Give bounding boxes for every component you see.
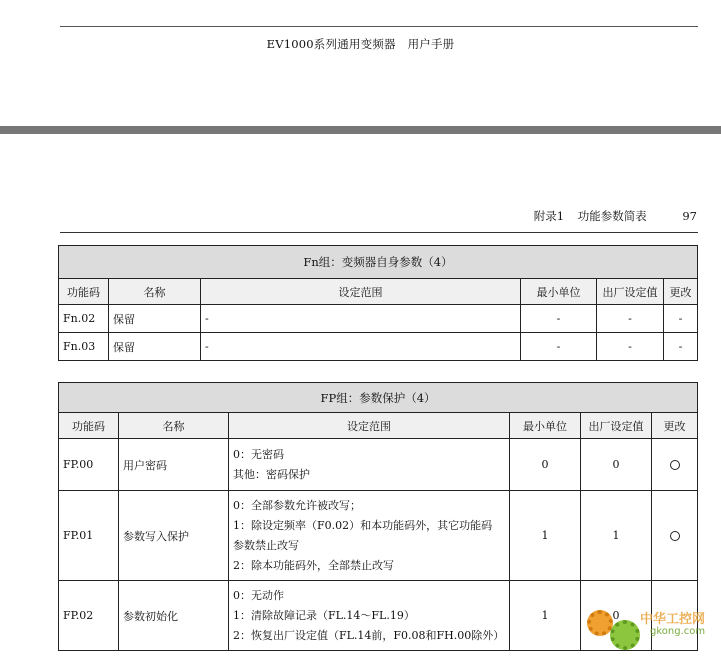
table-row <box>59 439 698 491</box>
header-rule <box>60 26 698 27</box>
cell-default: 0 <box>581 439 652 491</box>
page-separator-band <box>0 126 721 134</box>
cell-default: 0 <box>581 581 652 651</box>
cell-default: 1 <box>581 491 652 581</box>
cell-name: 参数写入保护 <box>119 491 229 581</box>
table-row <box>59 333 698 361</box>
circle-icon <box>670 460 680 470</box>
col-header-default: 出厂设定值 <box>597 279 664 305</box>
circle-icon <box>670 531 680 541</box>
col-header-name: 名称 <box>119 413 229 439</box>
section-label: 功能参数简表 <box>577 209 647 223</box>
cell-min-unit: 1 <box>510 581 581 651</box>
table-header-row <box>59 413 698 439</box>
table-title: FP组：参数保护（4） <box>59 383 698 413</box>
col-header-change: 更改 <box>664 279 698 305</box>
table-title: Fn组：变频器自身参数（4） <box>59 246 698 279</box>
cell-code: Fn.03 <box>59 333 109 361</box>
col-header-min-unit: 最小单位 <box>510 413 581 439</box>
cell-name: 保留 <box>109 305 201 333</box>
page-number: 97 <box>682 209 697 223</box>
cell-code: FP.02 <box>59 581 119 651</box>
document-header <box>0 36 721 52</box>
range-line: 2：除本功能码外，全部禁止改写 <box>233 558 394 572</box>
cell-code: Fn.02 <box>59 305 109 333</box>
watermark-url: gkong.com <box>650 626 706 637</box>
gear-icon <box>587 610 613 636</box>
appendix-label: 附录1 <box>533 209 565 223</box>
col-header-min-unit: 最小单位 <box>521 279 597 305</box>
watermark-logo <box>584 602 714 656</box>
range-line: 1：除设定频率（F0.02）和本功能码外，其它功能码 <box>233 518 493 532</box>
range-line: 1：清除故障记录（FL.14～FL.19） <box>233 608 415 622</box>
cell-default: - <box>597 305 664 333</box>
range-line: 其他：密码保护 <box>233 467 310 481</box>
cell-min-unit: - <box>521 305 597 333</box>
col-header-change: 更改 <box>652 413 698 439</box>
cell-change: - <box>664 333 698 361</box>
cell-range <box>229 581 510 651</box>
range-line: 参数禁止改写 <box>233 538 299 552</box>
cell-min-unit: - <box>521 333 597 361</box>
page-meta <box>524 208 697 224</box>
range-line: 0：无密码 <box>233 447 284 461</box>
cell-change: - <box>664 305 698 333</box>
cell-change <box>652 491 698 581</box>
document-subtitle: 用户手册 <box>407 37 455 51</box>
cell-range <box>229 439 510 491</box>
watermark-brand: 中华工控网 <box>640 612 706 627</box>
col-header-range: 设定范围 <box>201 279 521 305</box>
col-header-range: 设定范围 <box>229 413 510 439</box>
cell-range <box>229 491 510 581</box>
cell-code: FP.01 <box>59 491 119 581</box>
cell-change <box>652 439 698 491</box>
range-line: 0：无动作 <box>233 588 284 602</box>
cell-range: - <box>201 333 521 361</box>
range-line: 2：恢复出厂设定值（FL.14前，F0.08和FH.00除外） <box>233 628 505 642</box>
cell-name: 保留 <box>109 333 201 361</box>
table-row <box>59 305 698 333</box>
cell-min-unit: 1 <box>510 491 581 581</box>
gear-icon <box>610 620 640 650</box>
meta-rule <box>60 232 698 233</box>
cell-name: 参数初始化 <box>119 581 229 651</box>
document-title: EV1000系列通用变频器 <box>266 37 396 51</box>
table-row <box>59 491 698 581</box>
fn-parameter-table <box>58 245 698 361</box>
col-header-code: 功能码 <box>59 413 119 439</box>
col-header-code: 功能码 <box>59 279 109 305</box>
cell-min-unit: 0 <box>510 439 581 491</box>
cell-range: - <box>201 305 521 333</box>
table-header-row <box>59 279 698 305</box>
range-line: 0：全部参数允许被改写； <box>233 498 361 512</box>
col-header-name: 名称 <box>109 279 201 305</box>
cell-code: FP.00 <box>59 439 119 491</box>
cell-default: - <box>597 333 664 361</box>
col-header-default: 出厂设定值 <box>581 413 652 439</box>
cell-name: 用户密码 <box>119 439 229 491</box>
